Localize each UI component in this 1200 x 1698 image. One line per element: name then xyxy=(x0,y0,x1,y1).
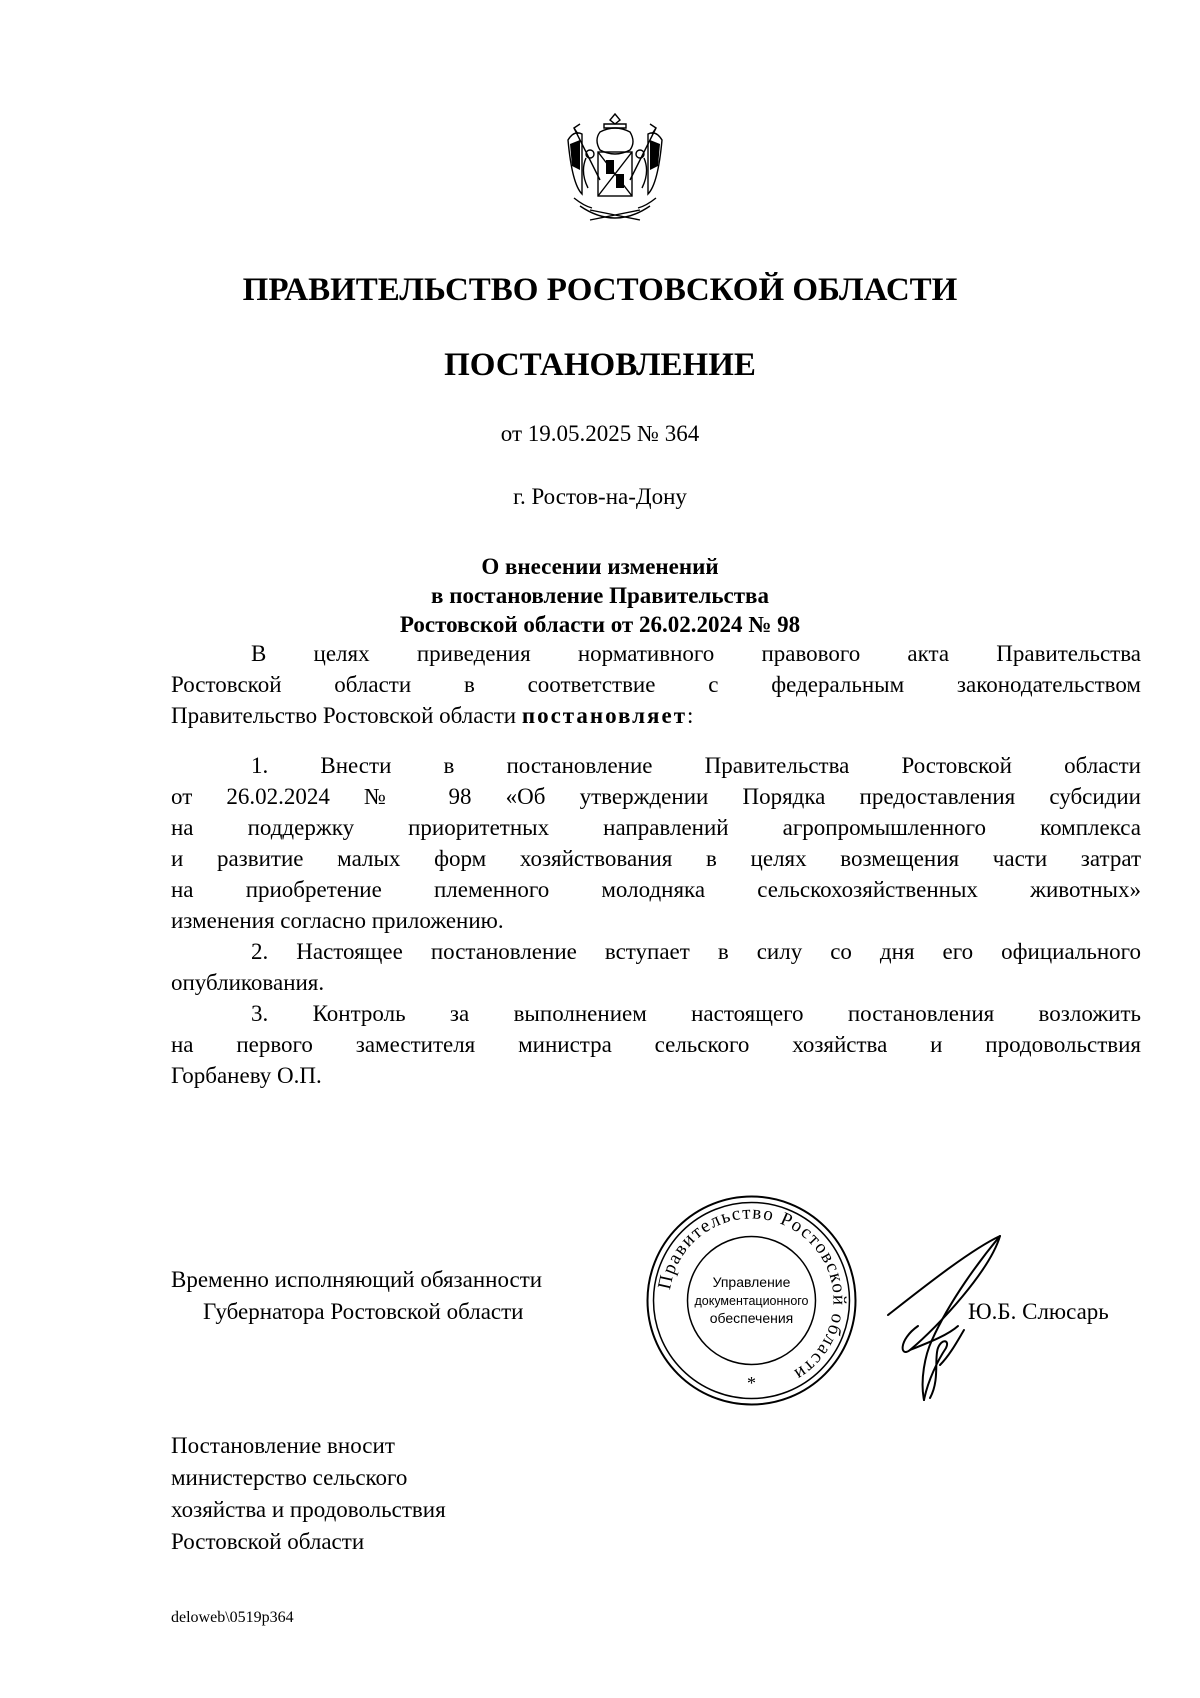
preamble-paragraph xyxy=(171,638,1141,731)
preamble-line: В целях приведения нормативного правового акта Правительства xyxy=(251,641,1141,666)
item-line: изменения согласно приложению. xyxy=(171,908,504,933)
preamble-colon: : xyxy=(687,703,694,728)
seal-outer-text: Правительство Ростовской области xyxy=(654,1202,850,1386)
preamble-actor: Правительство Ростовской области xyxy=(171,703,517,728)
item-line: Горбаневу О.П. xyxy=(171,1063,322,1088)
item-line: от 26.02.2024 № 98 «Об утверждении Порядка предоставления субсидии xyxy=(171,784,1141,809)
official-seal-stamp xyxy=(644,1193,859,1408)
registration-code: deloweb\0519p364 xyxy=(171,1609,294,1626)
preamble-line: Ростовской области в соответствие с федеральным законодательством xyxy=(171,672,1141,697)
resolution-item-1 xyxy=(171,750,1141,936)
seal-inner-line: документационного xyxy=(694,1294,809,1308)
submitter-line: министерство сельского xyxy=(171,1465,408,1490)
item-line: на приобретение племенного молодняка сельскохозяйственных животных» xyxy=(171,877,1141,902)
submitter-line: Постановление вносит xyxy=(171,1433,395,1458)
signatory-position-line: Губернатора Ростовской области xyxy=(203,1299,524,1324)
signatory-name: Ю.Б. Слюсарь xyxy=(968,1299,1109,1324)
document-date-number: от 19.05.2025 № 364 xyxy=(500,421,700,446)
government-title: ПРАВИТЕЛЬСТВО РОСТОВСКОЙ ОБЛАСТИ xyxy=(242,272,958,308)
item-line: на поддержку приоритетных направлений агропромышленного комплекса xyxy=(171,815,1141,840)
signatory-position xyxy=(171,1264,542,1328)
resolution-item-3 xyxy=(171,998,1141,1091)
resolves-keyword: постановляет xyxy=(521,703,688,728)
item-line: 1. Внести в постановление Правительства Ростовской области xyxy=(251,753,1141,778)
subject-line: Ростовской области от 26.02.2024 № 98 xyxy=(399,612,801,637)
submitter-note xyxy=(171,1430,446,1558)
seal-inner-line: Управление xyxy=(712,1274,791,1290)
preamble-line xyxy=(171,700,1141,731)
document-city: г. Ростов-на-Дону xyxy=(513,484,687,509)
signatory-position-line: Временно исполняющий обязанности xyxy=(171,1267,543,1292)
document-type: ПОСТАНОВЛЕНИЕ xyxy=(444,347,756,383)
seal-star: * xyxy=(747,1373,756,1393)
item-line: опубликования. xyxy=(171,970,325,995)
item-line: 3. Контроль за выполнением настоящего постановления возложить xyxy=(251,1001,1141,1026)
subject-line: в постановление Правительства xyxy=(431,583,769,608)
resolution-item-2 xyxy=(171,936,1141,998)
submitter-line: хозяйства и продовольствия xyxy=(171,1497,446,1522)
seal-inner-line: обеспечения xyxy=(709,1310,794,1326)
subject-line: О внесении изменений xyxy=(481,554,719,579)
item-line: на первого заместителя министра сельского хозяйства и продовольствия xyxy=(171,1032,1141,1057)
item-line: и развитие малых форм хозяйствования в целях возмещения части затрат xyxy=(171,846,1141,871)
submitter-line: Ростовской области xyxy=(171,1529,365,1554)
coat-of-arms-icon xyxy=(560,110,670,226)
document-subject xyxy=(0,552,1200,639)
item-line: 2. Настоящее постановление вступает в силу со дня его официального xyxy=(251,939,1141,964)
